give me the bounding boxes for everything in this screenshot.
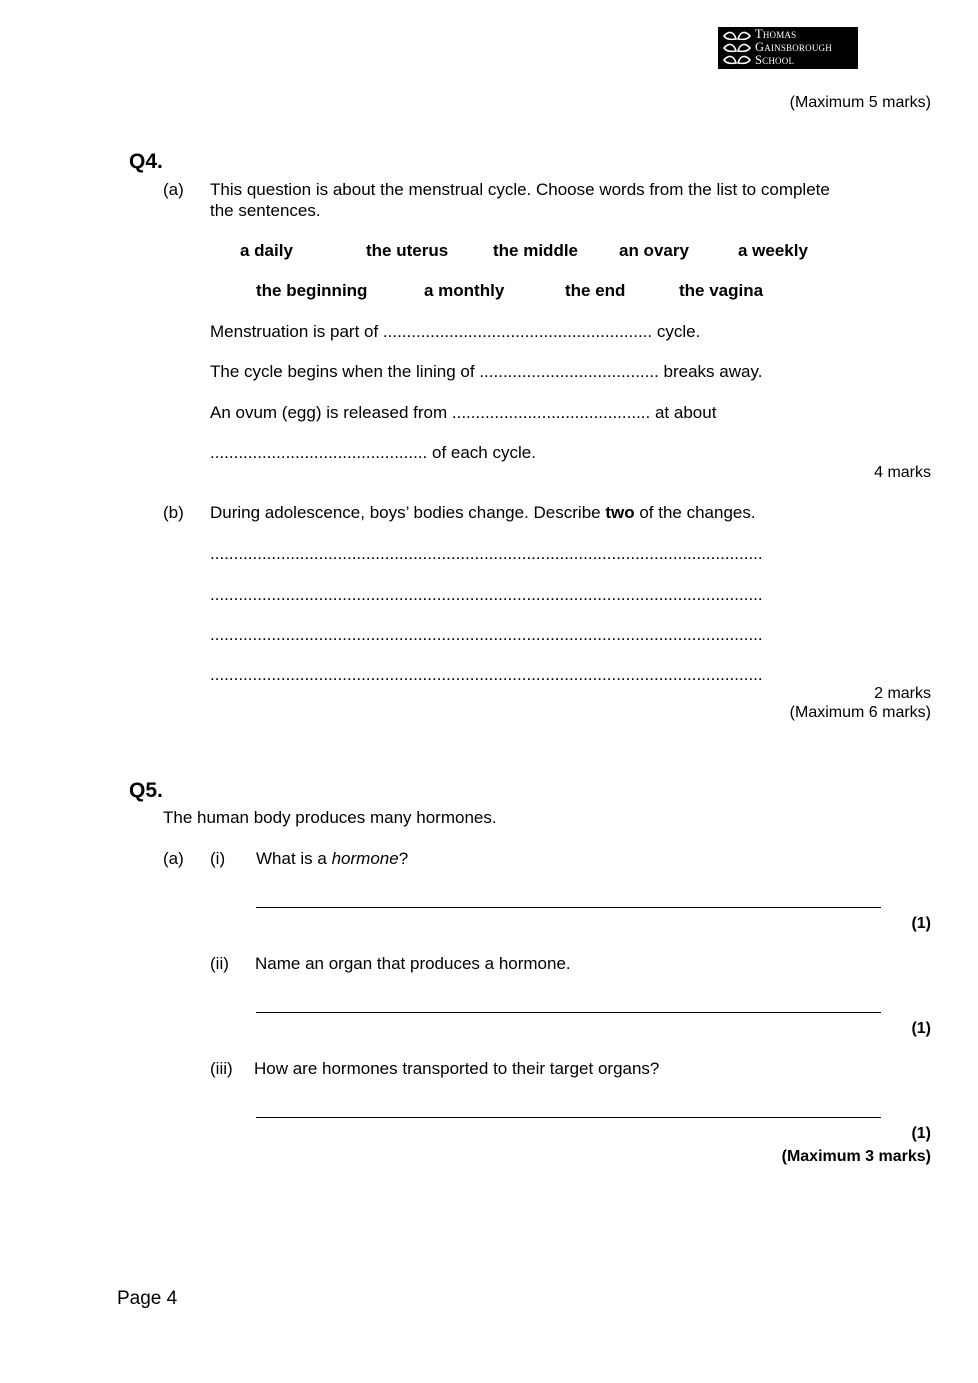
word-option: the uterus [366, 241, 449, 260]
subpart-label: (i) [210, 849, 226, 868]
answer-dotted-line[interactable]: ..................................................................................................................... [210, 544, 763, 563]
answer-line[interactable] [256, 907, 881, 908]
fill-in-sentence[interactable]: Menstruation is part of ......................................................... cycle. [210, 322, 701, 341]
question-text: The human body produces many hormones. [163, 808, 497, 827]
marks-label: (1) [911, 1020, 931, 1037]
marks-label: 2 marks [874, 685, 931, 702]
max-marks-label: (Maximum 3 marks) [781, 1148, 931, 1165]
part-label: (b) [163, 503, 184, 522]
logo-line: Thomas [755, 27, 797, 41]
word-option: the middle [493, 241, 579, 260]
part-label: (a) [163, 180, 184, 199]
answer-line[interactable] [256, 1117, 881, 1118]
question-number: Q4. [129, 150, 163, 173]
school-logo-text [755, 28, 858, 67]
word-option: a weekly [738, 241, 808, 260]
fill-in-sentence[interactable]: An ovum (egg) is released from .......................................... at about [210, 403, 717, 422]
question-text-part: What is a [256, 849, 332, 868]
subpart-label: (iii) [210, 1059, 233, 1078]
answer-dotted-line[interactable]: ..................................................................................................................... [210, 625, 763, 644]
logo-line: Gainsborough [755, 40, 832, 54]
word-option: an ovary [619, 241, 689, 260]
question-text-part: of the changes. [634, 503, 756, 522]
marks-label: (1) [911, 915, 931, 932]
question-text: Name an organ that produces a hormone. [255, 954, 571, 973]
logo-line: School [755, 53, 795, 67]
question-text [210, 503, 756, 523]
question-text: This question is about the menstrual cycle. Choose words from the list to complete [210, 180, 830, 199]
previous-max-marks: (Maximum 5 marks) [789, 94, 931, 111]
fill-in-sentence[interactable]: .............................................. of each cycle. [210, 443, 536, 462]
part-label: (a) [163, 849, 184, 868]
question-text: How are hormones transported to their target organs? [254, 1059, 660, 1078]
subpart-label: (ii) [210, 954, 229, 973]
word-option: a monthly [424, 281, 505, 300]
marks-label: (1) [911, 1125, 931, 1142]
school-logo [718, 27, 858, 69]
word-option: the vagina [679, 281, 764, 300]
max-marks-label: (Maximum 6 marks) [789, 704, 931, 721]
question-text-emphasis: hormone [331, 849, 399, 868]
wheat-sheaf-icon [720, 28, 754, 68]
question-text [256, 849, 408, 869]
fill-in-sentence[interactable]: The cycle begins when the lining of ...................................... breaks away. [210, 362, 763, 381]
question-text-part: During adolescence, boys’ bodies change. Describe [210, 503, 606, 522]
answer-dotted-line[interactable]: ..................................................................................................................... [210, 665, 763, 684]
page-number: Page 4 [117, 1288, 178, 1309]
answer-line[interactable] [256, 1012, 881, 1013]
question-text: the sentences. [210, 201, 321, 220]
word-option: the end [565, 281, 626, 300]
answer-dotted-line[interactable]: ..................................................................................................................... [210, 585, 763, 604]
word-option: a daily [240, 241, 293, 260]
question-text-part: ? [398, 849, 409, 868]
question-number: Q5. [129, 779, 163, 802]
marks-label: 4 marks [874, 464, 931, 481]
question-text-emphasis: two [605, 503, 635, 522]
word-option: the beginning [256, 281, 368, 300]
